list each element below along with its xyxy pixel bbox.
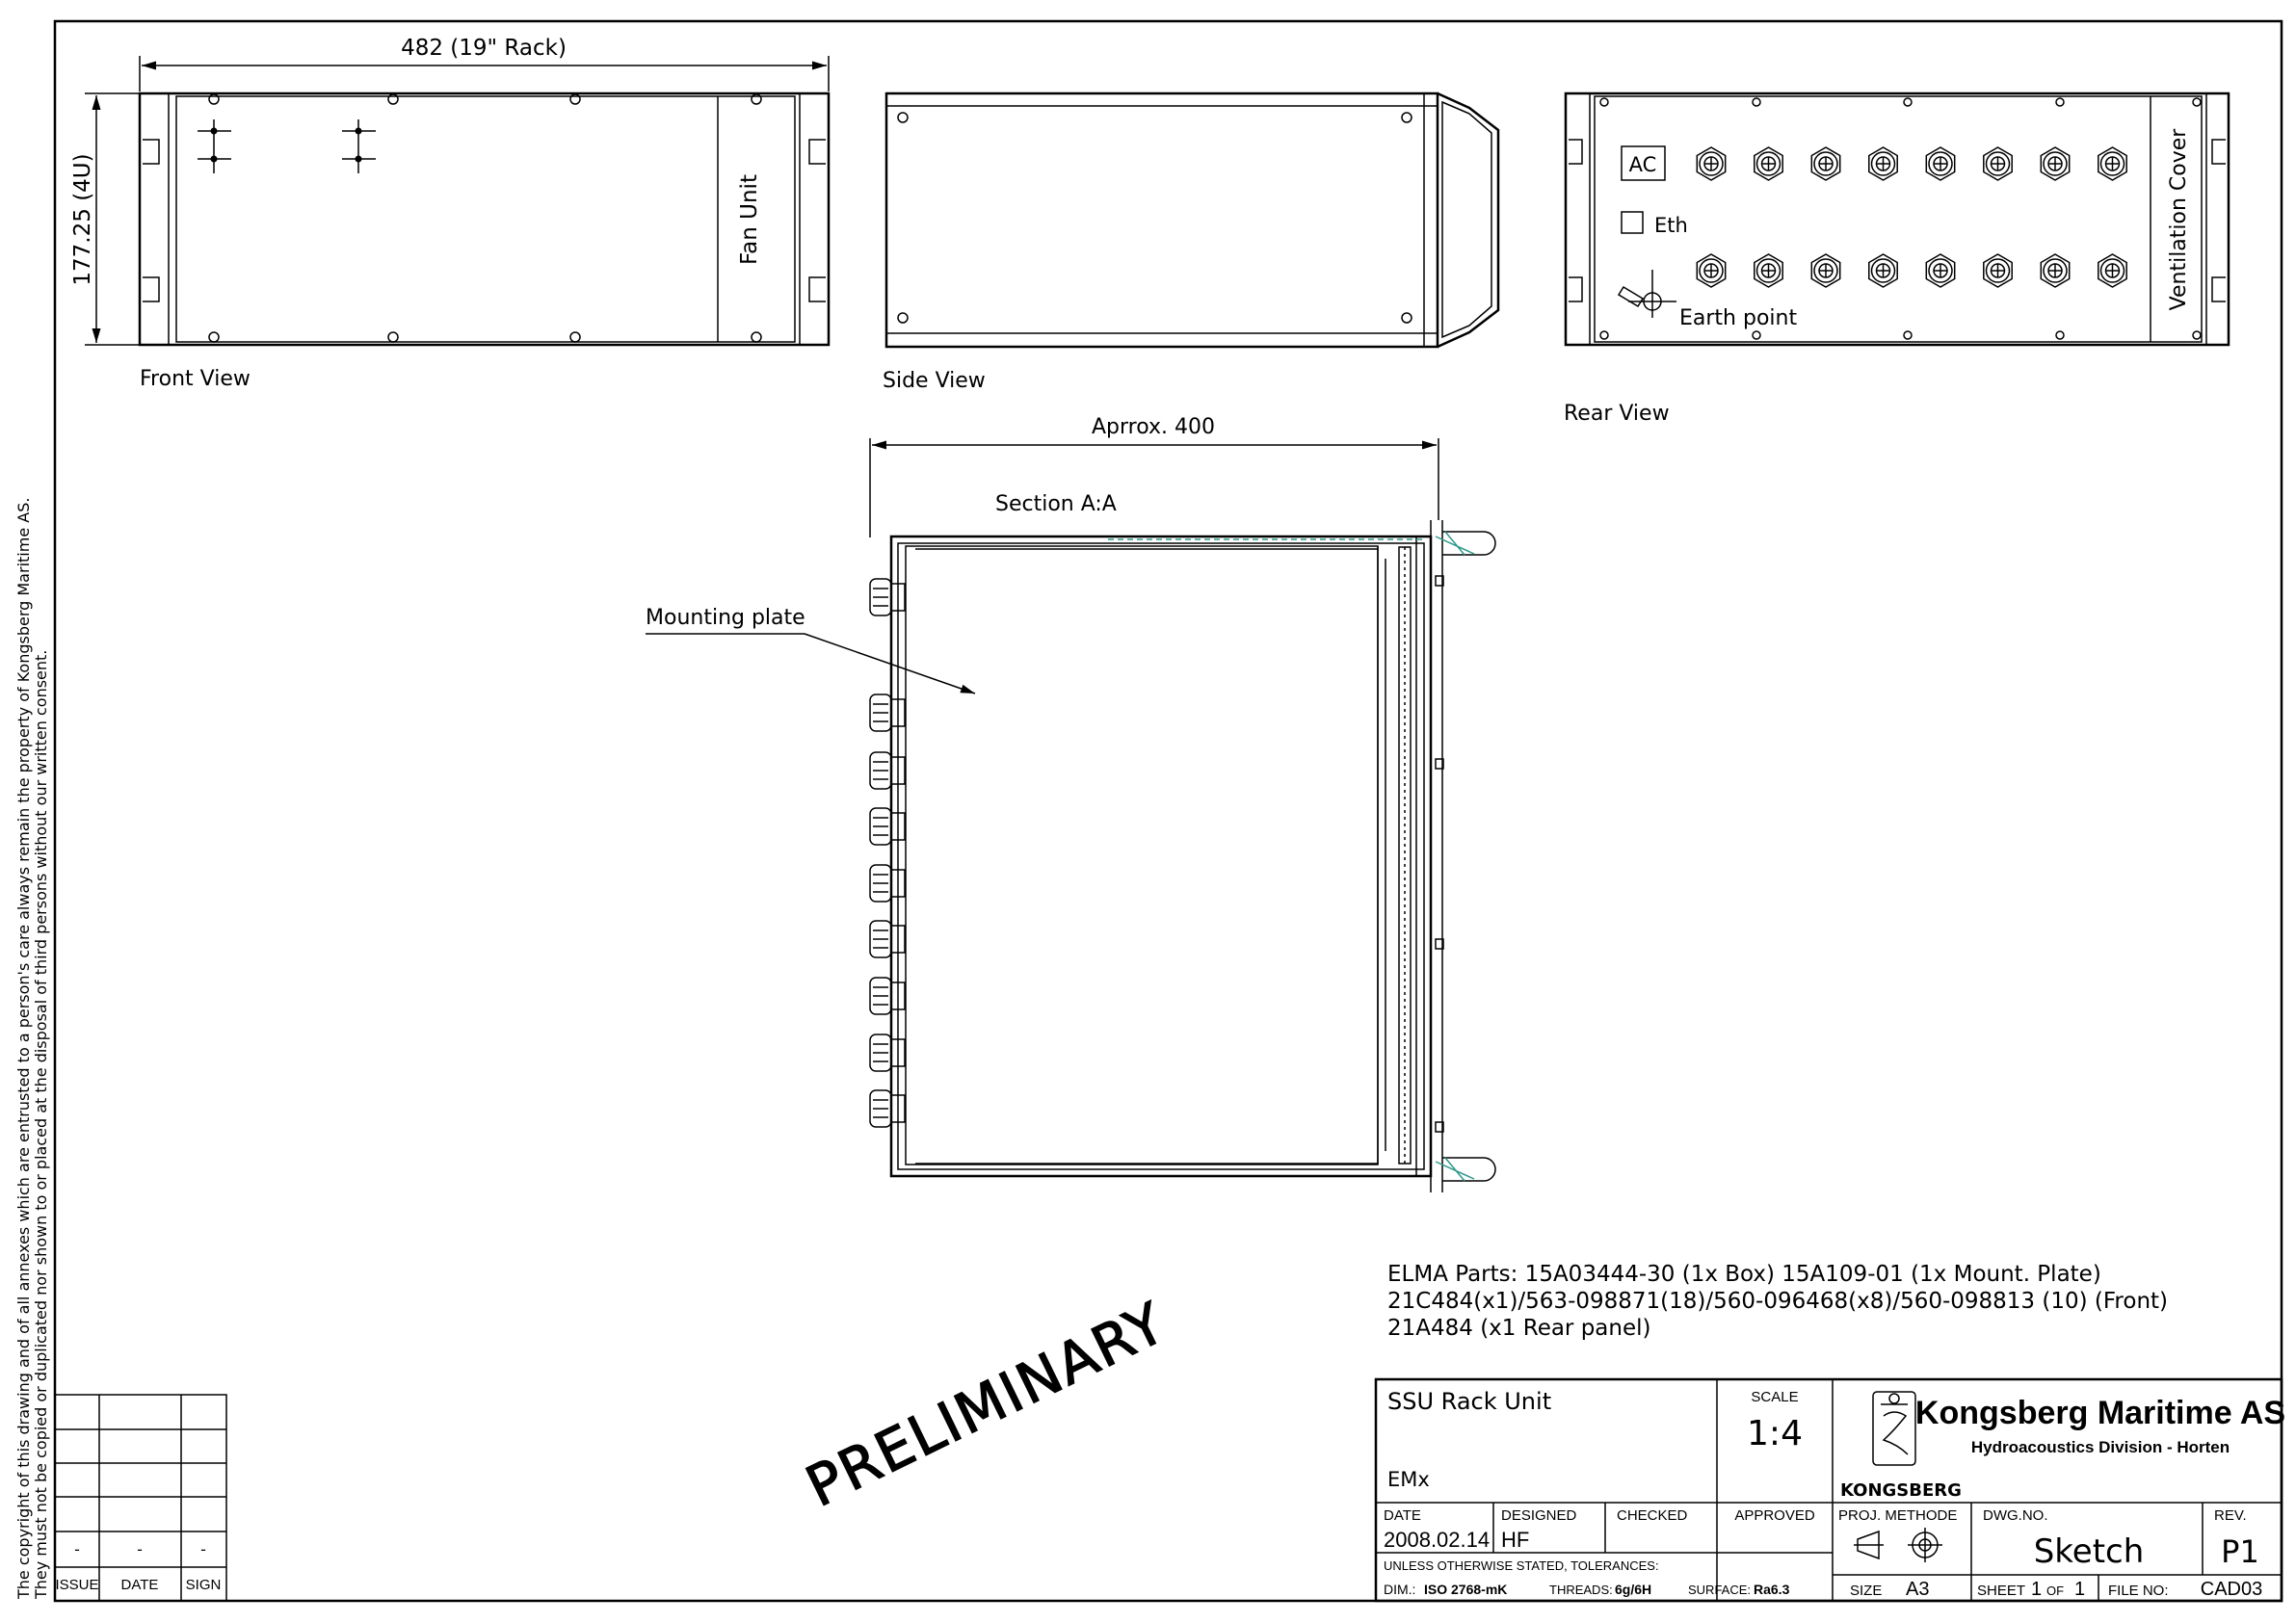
date-value: 2008.02.14 <box>1384 1528 1491 1552</box>
parts-note-2: 21C484(x1)/563-098871(18)/560-096468(x8)/560-098813 (10) (Front) <box>1387 1289 2169 1314</box>
sheet-number: 1 <box>2031 1579 2043 1600</box>
cable-connector-icon <box>1697 254 1725 287</box>
cable-connector-icon <box>1926 147 1954 180</box>
company-name: Kongsberg Maritime AS <box>1914 1395 2286 1431</box>
copyright-line-1: The copyright of this drawing and of all annexes which are entrusted to a person's care always remain the property of Kongsberg Maritime AS. <box>14 497 33 1599</box>
cable-connector-icon <box>1926 254 1954 287</box>
dim-label: DIM.: <box>1384 1582 1416 1597</box>
rear-view <box>1564 93 2229 426</box>
rev-label: REV. <box>2214 1507 2247 1524</box>
cable-gland-stack <box>870 579 905 1127</box>
revision-dash: - <box>200 1540 206 1558</box>
drawing-subtitle: EMx <box>1387 1468 1430 1491</box>
copyright-notice <box>14 498 50 1600</box>
dwg-no-label: DWG.NO. <box>1983 1507 2048 1524</box>
dwg-no-value: Sketch <box>2033 1532 2145 1571</box>
revision-dash: - <box>137 1540 143 1558</box>
rear-view-label: Rear View <box>1564 402 1670 426</box>
ac-label: AC <box>1628 153 1657 176</box>
size-value: A3 <box>1906 1579 1930 1600</box>
revision-dash: - <box>74 1540 80 1558</box>
threads-value: 6g/6H <box>1615 1582 1652 1597</box>
cable-gland-icon <box>870 808 905 845</box>
cable-connector-icon <box>1697 147 1725 180</box>
date-label: DATE <box>1384 1507 1421 1524</box>
revision-header-sign: SIGN <box>185 1577 222 1593</box>
cable-gland-icon <box>870 865 905 902</box>
cable-connector-icon <box>1869 254 1897 287</box>
approved-label: APPROVED <box>1734 1507 1815 1524</box>
cable-connector-icon <box>2041 254 2069 287</box>
cable-connector-icon <box>1869 147 1897 180</box>
preliminary-watermark: PRELIMINARY <box>796 1289 1176 1520</box>
revision-header-date: DATE <box>120 1577 159 1593</box>
scale-value: 1:4 <box>1747 1414 1803 1453</box>
dim-value: ISO 2768-mK <box>1424 1582 1508 1597</box>
sheet-of-label: OF <box>2046 1584 2065 1598</box>
cable-gland-icon <box>870 694 905 731</box>
cable-connector-icon <box>1755 254 1782 287</box>
front-height-dimension: 177.25 (4U) <box>70 153 95 286</box>
designed-value: HF <box>1501 1528 1530 1552</box>
depth-dimension: Aprrox. 400 <box>1091 415 1216 439</box>
fan-unit-label: Fan Unit <box>737 174 762 265</box>
parts-note-3: 21A484 (x1 Rear panel) <box>1387 1316 1651 1341</box>
ventilation-cover-label: Ventilation Cover <box>2167 128 2191 311</box>
front-view <box>70 36 829 391</box>
revision-table <box>55 1395 226 1601</box>
cable-gland-icon <box>870 921 905 957</box>
scale-label: SCALE <box>1751 1389 1799 1405</box>
cable-connector-icon <box>1755 147 1782 180</box>
cable-connector-icon <box>2098 147 2126 180</box>
kongsberg-logo-text: KONGSBERG <box>1840 1480 1962 1501</box>
threads-label: THREADS: <box>1549 1583 1613 1597</box>
drawing-title: SSU Rack Unit <box>1387 1388 1552 1415</box>
side-view-label: Side View <box>883 369 986 393</box>
cable-gland-icon <box>870 752 905 789</box>
file-no-label: FILE NO: <box>2108 1583 2169 1599</box>
kongsberg-crest-icon <box>1873 1392 1915 1465</box>
parts-note-1: ELMA Parts: 15A03444-30 (1x Box) 15A109-01 (1x Mount. Plate) <box>1387 1262 2101 1287</box>
designed-label: DESIGNED <box>1501 1507 1577 1524</box>
front-view-label: Front View <box>140 367 251 391</box>
copyright-line-2: They must not be copied or duplicated nor shown to or placed at the disposal of third persons without our written consent. <box>32 649 50 1599</box>
size-label: SIZE <box>1850 1583 1883 1599</box>
cable-connector-icon <box>1984 254 2012 287</box>
side-view <box>883 93 1498 393</box>
cable-connector-icon <box>1811 147 1839 180</box>
title-block <box>1376 1379 2285 1601</box>
cable-gland-icon <box>870 1034 905 1071</box>
rear-connector-grid <box>1697 147 2126 287</box>
sheet-total: 1 <box>2074 1579 2086 1600</box>
eth-label: Eth <box>1654 214 1688 237</box>
projection-method-icon <box>1854 1528 1942 1562</box>
cable-gland-icon <box>870 579 905 615</box>
cable-connector-icon <box>1811 254 1839 287</box>
rev-value: P1 <box>2221 1533 2259 1570</box>
sheet-label: SHEET <box>1977 1583 2026 1599</box>
cable-connector-icon <box>2041 147 2069 180</box>
checked-label: CHECKED <box>1617 1507 1688 1524</box>
mounting-plate-label: Mounting plate <box>646 606 805 630</box>
front-width-dimension: 482 (19" Rack) <box>401 36 567 61</box>
projection-label: PROJ. METHODE <box>1838 1507 1958 1524</box>
surface-value: Ra6.3 <box>1754 1582 1790 1597</box>
revision-header-issue: ISSUE <box>55 1577 99 1593</box>
division-name: Hydroacoustics Division - Horten <box>1970 1438 2230 1456</box>
file-no-value: CAD03 <box>2200 1579 2263 1600</box>
earth-point-label: Earth point <box>1679 306 1798 330</box>
cable-gland-icon <box>870 978 905 1014</box>
section-view <box>646 415 1495 1192</box>
cable-connector-icon <box>2098 254 2126 287</box>
cable-connector-icon <box>1984 147 2012 180</box>
tolerance-label: UNLESS OTHERWISE STATED, TOLERANCES: <box>1384 1558 1659 1573</box>
cable-gland-icon <box>870 1090 905 1127</box>
parts-notes <box>1387 1262 2168 1341</box>
surface-label: SURFACE: <box>1688 1583 1752 1597</box>
section-label: Section A:A <box>995 492 1117 516</box>
